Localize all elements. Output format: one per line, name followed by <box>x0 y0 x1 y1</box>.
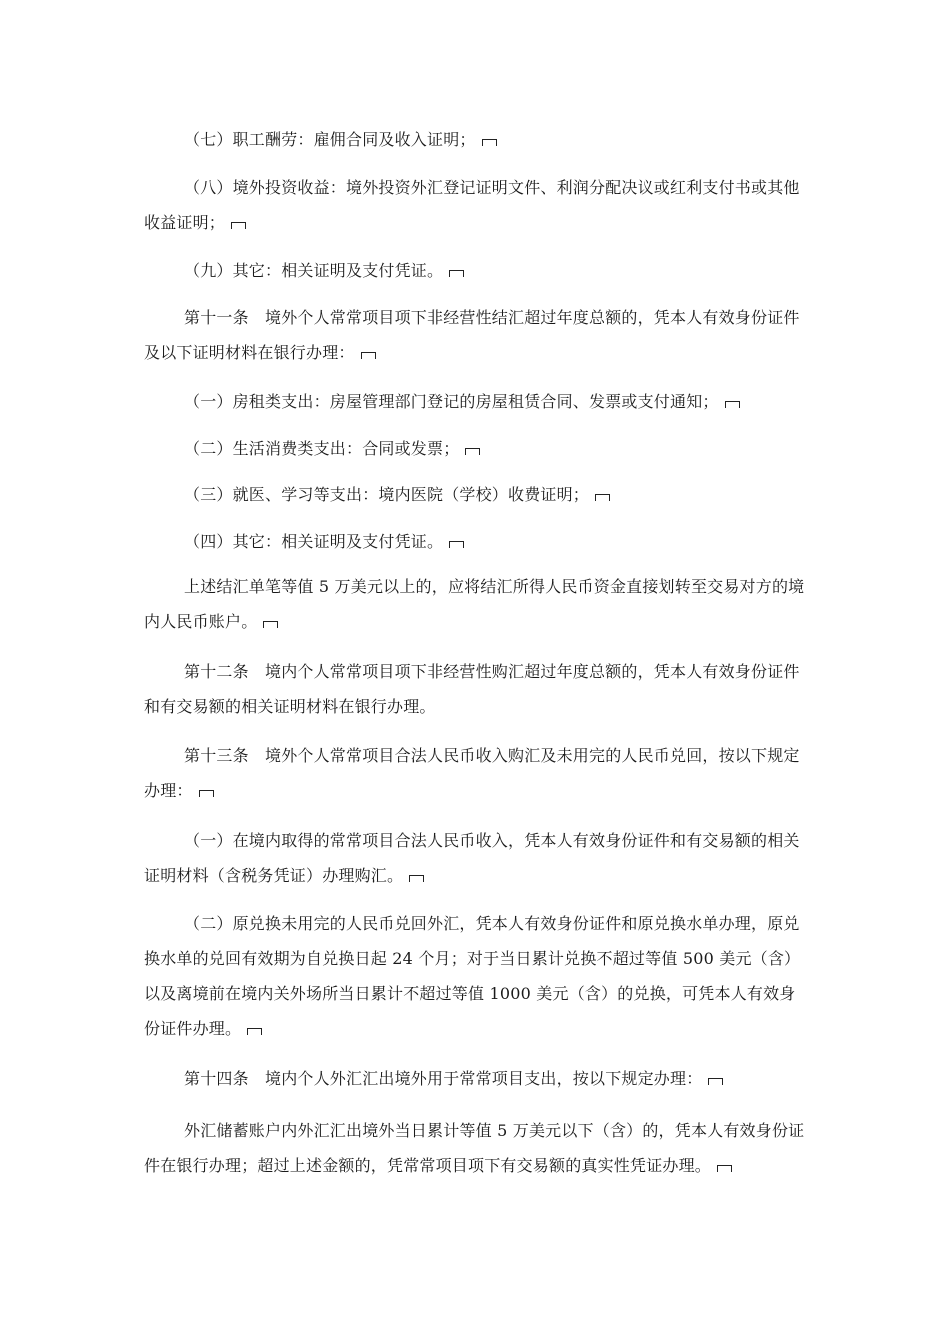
article-13-item-2 <box>144 906 808 1046</box>
paragraph-9-other <box>144 253 808 288</box>
paragraph-7-salary <box>144 122 808 157</box>
paragraph-text: （三）就医、学习等支出：境内医院（学校）收费证明； <box>184 485 590 504</box>
paragraph-text: （九）其它：相关证明及支付凭证。 <box>184 261 444 280</box>
paragraph-text: 第十三条 境外个人常常项目合法人民币收入购汇及未用完的人民币兑回，按以下规定办理： <box>144 746 800 800</box>
paragraph-mark-icon <box>482 139 497 146</box>
paragraph-mark-icon <box>725 401 740 408</box>
paragraph-mark-icon <box>247 1028 262 1035</box>
article-12 <box>144 654 808 724</box>
paragraph-mark-icon <box>449 541 464 548</box>
paragraph-3-medical <box>144 477 808 512</box>
article-13-item-1 <box>144 823 808 893</box>
paragraph-mark-icon <box>465 448 480 455</box>
paragraph-text: （二）生活消费类支出：合同或发票； <box>184 439 460 458</box>
article-11 <box>144 300 808 370</box>
paragraph-1-rent <box>144 384 808 419</box>
paragraph-text: （七）职工酬劳：雇佣合同及收入证明； <box>184 130 476 149</box>
paragraph-text: 上述结汇单笔等值 5 万美元以上的，应将结汇所得人民币资金直接划转至交易对方的境内人民币账户。 <box>144 577 805 631</box>
paragraph-text: 第十二条 境内个人常常项目项下非经营性购汇超过年度总额的，凭本人有效身份证件和有交易额的相关证明材料在银行办理。 <box>144 662 800 716</box>
paragraph-mark-icon <box>361 352 376 359</box>
article-14 <box>144 1061 808 1096</box>
paragraph-text: （八）境外投资收益：境外投资外汇登记证明文件、利润分配决议或红利支付书或其他收益证明； <box>144 178 800 232</box>
article-13 <box>144 738 808 808</box>
article-14-savings <box>144 1113 808 1183</box>
paragraph-mark-icon <box>717 1165 732 1172</box>
paragraph-text: 第十一条 境外个人常常项目项下非经营性结汇超过年度总额的，凭本人有效身份证件及以下证明材料在银行办理： <box>144 308 800 362</box>
paragraph-mark-icon <box>708 1078 723 1085</box>
paragraph-mark-icon <box>409 875 424 882</box>
paragraph-mark-icon <box>199 790 214 797</box>
paragraph-text: 外汇储蓄账户内外汇汇出境外当日累计等值 5 万美元以下（含）的，凭本人有效身份证件在银行办理；超过上述金额的，凭常常项目项下有交易额的真实性凭证办理。 <box>144 1121 805 1175</box>
paragraph-text: （一）房租类支出：房屋管理部门登记的房屋租赁合同、发票或支付通知； <box>184 392 719 411</box>
paragraph-mark-icon <box>263 621 278 628</box>
paragraph-text: 第十四条 境内个人外汇汇出境外用于常常项目支出，按以下规定办理： <box>184 1069 703 1088</box>
paragraph-4-other <box>144 524 808 559</box>
paragraph-text: （四）其它：相关证明及支付凭证。 <box>184 532 444 551</box>
paragraph-text: （一）在境内取得的常常项目合法人民币收入，凭本人有效身份证件和有交易额的相关证明材料（含税务凭证）办理购汇。 <box>144 831 800 885</box>
paragraph-settlement-note <box>144 569 808 639</box>
paragraph-mark-icon <box>231 222 246 229</box>
paragraph-mark-icon <box>449 270 464 277</box>
paragraph-2-living <box>144 431 808 466</box>
paragraph-text: （二）原兑换未用完的人民币兑回外汇，凭本人有效身份证件和原兑换水单办理，原兑换水单的兑回有效期为自兑换日起 24 个月；对于当日累计兑换不超过等值 500 美元（含）以及离境前在境内关外场所当日累计不超过等值 1000 美元（含）的兑换，可凭本人有效身份证件办理。 <box>144 914 801 1038</box>
paragraph-8-investment <box>144 170 808 240</box>
paragraph-mark-icon <box>595 494 610 501</box>
